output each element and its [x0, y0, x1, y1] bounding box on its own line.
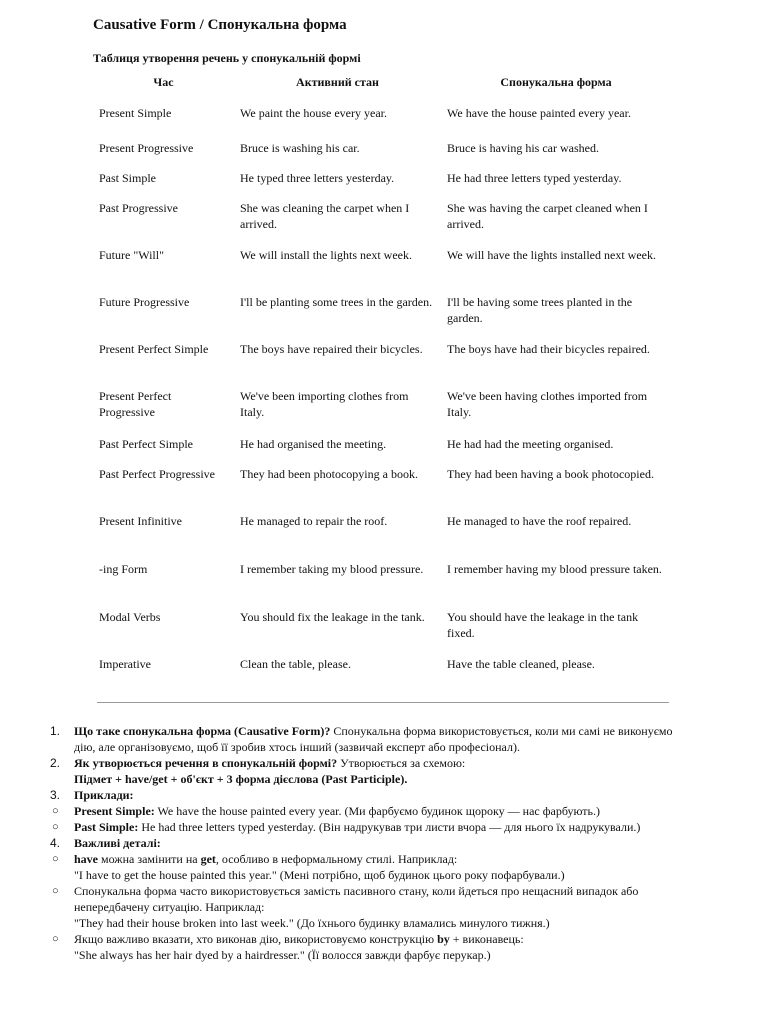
bullet-item [46, 883, 696, 931]
bullet-item [46, 931, 696, 963]
cell-active: Bruce is washing his car. [240, 141, 360, 155]
table-caption: Таблиця утворення речень у спонукальній формі [93, 51, 361, 65]
header-active: Активний стан [296, 75, 379, 89]
cell-tense: Present Simple [99, 106, 172, 120]
table-header-row [93, 72, 671, 92]
cell-causative: He managed to have the roof repaired. [447, 514, 632, 528]
formula: Підмет + have/get + об'єкт + 3 форма дієслова (Past Participle). [74, 772, 408, 786]
keyword: by [437, 932, 450, 946]
detail-text: , особливо в неформальному стилі. Наприклад: [215, 852, 458, 866]
cell-tense: Future "Will" [99, 248, 164, 262]
cell-tense: Past Perfect Simple [99, 437, 193, 451]
section-label: Приклади: [74, 788, 134, 802]
detail-text: Якщо важливо вказати, хто виконав дію, використовуємо конструкцію [74, 932, 438, 946]
table-row [93, 341, 671, 388]
example-text: We have the house painted every year. (Ми фарбуємо будинок щороку — нас фарбують.) [154, 804, 601, 818]
cell-tense: Past Perfect Progressive [99, 467, 215, 481]
bullet-icon: ○ [52, 885, 59, 897]
cell-active: They had been photocopying a book. [240, 467, 418, 481]
keyword: get [200, 852, 216, 866]
detail-text: + виконавець: [449, 932, 524, 946]
cell-active: He typed three letters yesterday. [240, 171, 395, 185]
cell-tense: -ing Form [99, 562, 148, 576]
table-row [93, 294, 671, 341]
cell-causative: She was having the carpet cleaned when I arrived. [447, 201, 648, 231]
cell-causative: Bruce is having his car washed. [447, 141, 599, 155]
cell-causative: They had been having a book photocopied. [447, 467, 654, 481]
header-tense: Час [153, 75, 174, 89]
divider [97, 702, 669, 703]
cell-active: I remember taking my blood pressure. [240, 562, 424, 576]
table-row [93, 656, 671, 678]
cell-causative: He had three letters typed yesterday. [447, 171, 622, 185]
table-row [93, 466, 671, 513]
table-row [93, 561, 671, 609]
example-label: Past Simple: [74, 820, 139, 834]
table-row [93, 200, 671, 247]
page-title: Causative Form / Спонукальна форма [93, 17, 347, 33]
cell-active: He had organised the meeting. [240, 437, 387, 451]
cell-tense: Present Infinitive [99, 514, 182, 528]
table-row [93, 140, 671, 170]
cell-causative: I'll be having some trees planted in the garden. [447, 295, 633, 325]
cell-causative: The boys have had their bicycles repaired. [447, 342, 650, 356]
cell-active: I'll be planting some trees in the garden. [240, 295, 433, 309]
list-item [46, 755, 696, 787]
list-item [46, 835, 696, 851]
cell-active: He managed to repair the roof. [240, 514, 388, 528]
table-row [93, 247, 671, 294]
causative-table [93, 72, 671, 678]
bullet-item [46, 803, 696, 819]
cell-tense: Past Progressive [99, 201, 178, 215]
bullet-icon: ○ [52, 853, 59, 865]
cell-active: The boys have repaired their bicycles. [240, 342, 423, 356]
detail-text: можна замінити на [98, 852, 201, 866]
keyword: have [74, 852, 98, 866]
cell-active: You should fix the leakage in the tank. [240, 610, 425, 624]
cell-causative: I remember having my blood pressure taken. [447, 562, 662, 576]
cell-causative: We have the house painted every year. [447, 106, 631, 120]
header-causative: Спонукальна форма [500, 75, 612, 89]
section-label: Важливі деталі: [74, 836, 161, 850]
cell-tense: Imperative [99, 657, 151, 671]
cell-tense: Present Perfect Progressive [99, 389, 172, 419]
table-row [93, 92, 671, 140]
list-number: 2. [50, 756, 61, 770]
cell-causative: You should have the leakage in the tank fixed. [447, 610, 639, 640]
table-row [93, 436, 671, 466]
table-row [93, 388, 671, 436]
cell-tense: Modal Verbs [99, 610, 161, 624]
list-number: 3. [50, 788, 61, 802]
cell-tense: Future Progressive [99, 295, 190, 309]
cell-active: We've been importing clothes from Italy. [240, 389, 409, 419]
bullet-icon: ○ [52, 821, 59, 833]
bullet-item [46, 851, 696, 883]
table-row [93, 609, 671, 656]
question-label: Що таке спонукальна форма (Causative Form)? [74, 724, 331, 738]
cell-tense: Present Progressive [99, 141, 194, 155]
answer-text: Спонукальна форма використовується, коли ми самі не виконуємо дію, але організовуємо, щоб її зробив хтось інший (зазвичай експерт або професіонал). [74, 724, 673, 754]
bullet-icon: ○ [52, 805, 59, 817]
notes-list [46, 723, 696, 963]
example-text: He had three letters typed yesterday. (Він надрукував три листи вчора — для нього їх надрукували.) [138, 820, 641, 834]
cell-active: Clean the table, please. [240, 657, 351, 671]
bullet-item [46, 819, 696, 835]
cell-causative: We've been having clothes imported from Italy. [447, 389, 648, 419]
detail-example: "I have to get the house painted this year." (Мені потрібно, щоб будинок цього року пофарбували.) [74, 868, 565, 882]
answer-text: Утворюється за схемою: [337, 756, 466, 770]
question-label: Як утворюється речення в спонукальній формі? [74, 756, 338, 770]
bullet-icon: ○ [52, 933, 59, 945]
table-row [93, 170, 671, 200]
list-number: 4. [50, 836, 61, 850]
cell-active: We will install the lights next week. [240, 248, 413, 262]
detail-example: "They had their house broken into last week." (До їхнього будинку вламались минулого тижня.) [74, 916, 550, 930]
example-label: Present Simple: [74, 804, 155, 818]
list-item [46, 723, 696, 755]
cell-active: We paint the house every year. [240, 106, 387, 120]
cell-tense: Present Perfect Simple [99, 342, 209, 356]
table-row [93, 513, 671, 561]
cell-causative: We will have the lights installed next week. [447, 248, 656, 262]
cell-causative: He had had the meeting organised. [447, 437, 614, 451]
cell-causative: Have the table cleaned, please. [447, 657, 595, 671]
detail-example: "She always has her hair dyed by a hairdresser." (Її волосся завжди фарбує перукар.) [74, 948, 491, 962]
list-number: 1. [50, 724, 61, 738]
detail-text: Спонукальна форма часто використовується замість пасивного стану, коли йдеться про нещасний випадок або непередбачену ситуацію. Наприклад: [74, 884, 639, 914]
list-item [46, 787, 696, 803]
cell-tense: Past Simple [99, 171, 157, 185]
cell-active: She was cleaning the carpet when I arrived. [240, 201, 410, 231]
